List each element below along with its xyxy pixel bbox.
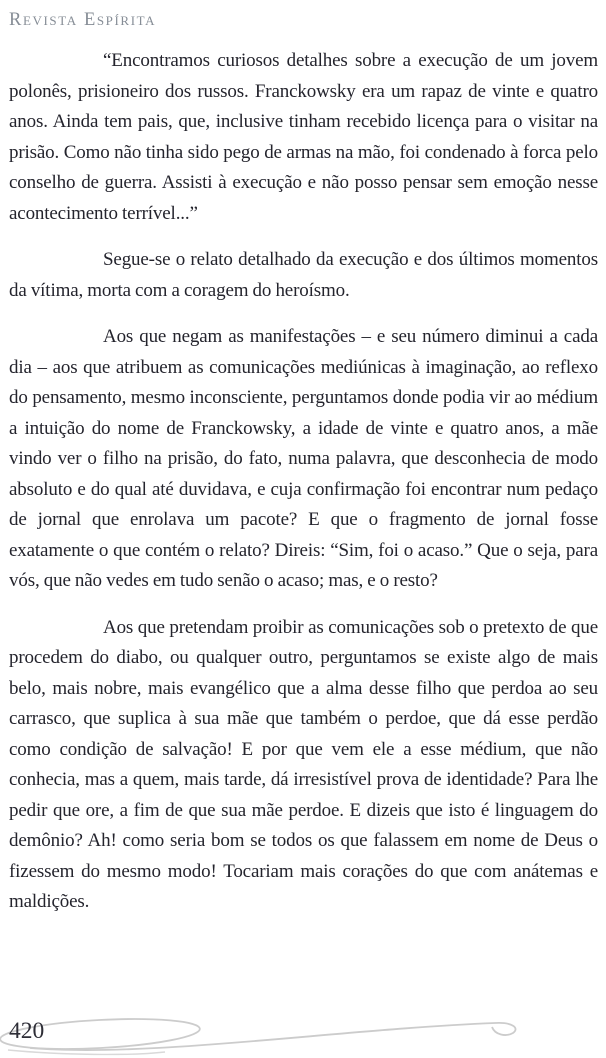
page-body [9,46,598,934]
page-number: 420 [9,1018,45,1044]
paragraph-aos-que-pretendam: Aos que pretendam proibir as comunicações sob o pretexto de que procedem do diabo, ou qualquer outro, perguntamos se existe algo de mais belo, mais nobre, mais evangélico que a alma desse filho que perdoa ao seu carrasco, que suplica à sua mãe que também o perdoe, que dá esse perdão como condição de salvação! E por que vem ele a esse médium, que não conhecia, mas a quem, mais tarde, dá irresistível prova de identidade? Para lhe pedir que ore, a fim de que sua mãe perdoe. E dizeis que isto é linguagem do demônio? Ah! como seria bom se todos os que falassem em nome de Deus o fizessem do mesmo modo! Tocariam mais corações do que com anátemas e maldições. [9,616,598,912]
running-header: Revista Espírita [9,10,157,30]
page-footer [0,1006,606,1058]
paragraph-aos-que-negam: Aos que negam as manifestações – e seu número diminui a cada dia – aos que atribuem as comunicações mediúnicas à imaginação, ao reflexo do pensamento, mesmo inconsciente, perguntamos donde podia vir ao médium a intuição do nome de Franckowsky, a idade de vinte e quatro anos, a mãe vindo ver o filho na prisão, do fato, numa palavra, que desconhecia de modo absoluto e do qual até duvidava, e cuja confirmação foi encontrar num pedaço de jornal que enrolava um pacote? E que o fragmento de jornal fosse exatamente o que contém o relato? Direis: “Sim, foi o acaso.” Que o seja, para vós, que não vedes em tudo senão o acaso; mas, e o resto? [9,326,598,591]
paragraph-relato: Segue-se o relato detalhado da execução e dos últimos momentos da vítima, morta com a coragem do heroísmo. [9,249,598,301]
paragraph-quote-execution: “Encontramos curiosos detalhes sobre a execução de um jovem polonês, prisioneiro dos russos. Franckowsky era um rapaz de vinte e quatro anos. Ainda tem pais, que, inclusive tinham recebido licença para o visitar na prisão. Como não tinha sido pego de armas na mão, foi condenado à forca pelo conselho de guerra. Assisti à execução e não posso pensar sem emoção nesse acontecimento terrível...” [9,50,598,224]
flourish-ornament-icon [0,1006,606,1058]
